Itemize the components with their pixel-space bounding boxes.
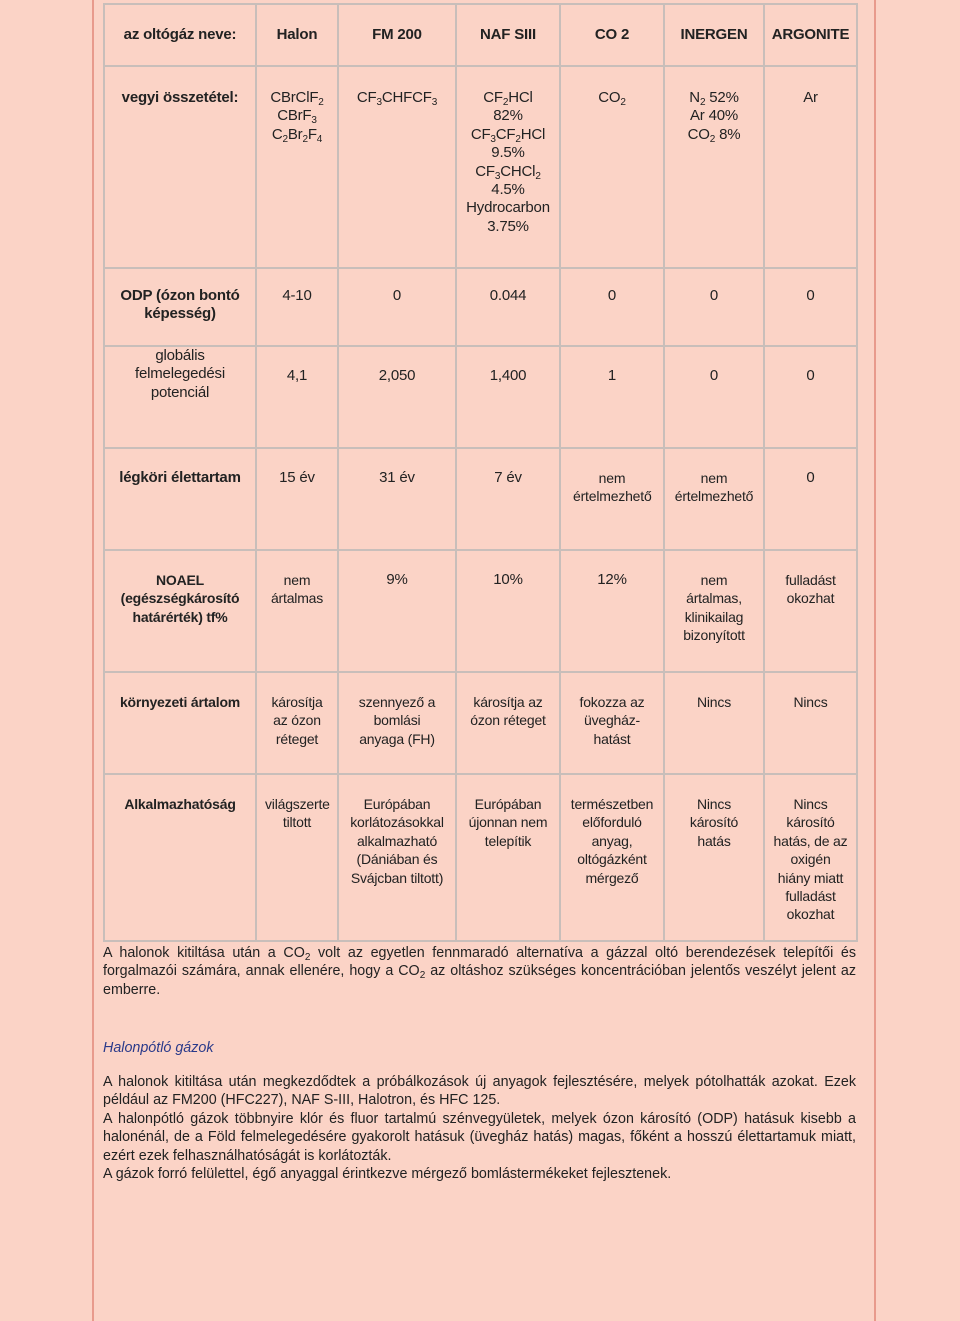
environment-value: szennyező a bomlási anyaga (FH) <box>338 672 456 774</box>
applicability-row <box>104 774 857 941</box>
applicability-value: Nincs károsító hatás, de az oxigén hiány miatt fulladást okozhat <box>764 774 857 941</box>
page-edge-right <box>874 0 876 1321</box>
composition-halon: CBrClF$_2$ CBrF$_3$ $C_2Br_2F_4$ <box>256 66 338 268</box>
odp-value: 4-10 <box>256 268 338 346</box>
environment-value: Nincs <box>764 672 857 774</box>
noael-value: nem ártalmas, klinikailag bizonyított <box>664 550 764 672</box>
applicability-value: Nincs károsító hatás <box>664 774 764 941</box>
noael-value: nem ártalmas <box>256 550 338 672</box>
gwp-value: 0 <box>664 346 764 448</box>
header-argonite: ARGONITE <box>764 4 857 66</box>
lifetime-value: 7 év <box>456 448 560 550</box>
composition-fm200: $CF_3CHFCF_3$ <box>338 66 456 268</box>
header-co2: CO 2 <box>560 4 664 66</box>
composition-co2: $CO_2$ <box>560 66 664 268</box>
page-edge-left <box>92 0 94 1321</box>
odp-value: 0.044 <box>456 268 560 346</box>
environment-label: környezeti ártalom <box>104 672 256 774</box>
lifetime-value: 0 <box>764 448 857 550</box>
header-inergen: INERGEN <box>664 4 764 66</box>
lifetime-value: 31 év <box>338 448 456 550</box>
odp-value: 0 <box>560 268 664 346</box>
composition-naf: $CF_2HCl$ 82% $CF_3CF_2HCl$ 9.5% $CF_3CHCl_2$ 4.5% Hydrocarbon 3.75% <box>456 66 560 268</box>
noael-value: 10% <box>456 550 560 672</box>
header-halon: Halon <box>256 4 338 66</box>
header-fm200: FM 200 <box>338 4 456 66</box>
header-label: az oltógáz neve: <box>104 4 256 66</box>
applicability-value: Európában korlátozásokkal alkalmazható (Dániában és Svájcban tiltott) <box>338 774 456 941</box>
applicability-value: Európában újonnan nem telepítik <box>456 774 560 941</box>
lifetime-value: nem értelmezhető <box>664 448 764 550</box>
environment-value: károsítja az ózon réteget <box>256 672 338 774</box>
section-heading: Halonpótló gázok <box>103 1040 214 1056</box>
environment-row <box>104 672 857 774</box>
odp-value: 0 <box>664 268 764 346</box>
gwp-value: 1,400 <box>456 346 560 448</box>
odp-value: 0 <box>764 268 857 346</box>
noael-row <box>104 550 857 672</box>
gwp-value: 4,1 <box>256 346 338 448</box>
composition-argonite: Ar <box>764 66 857 268</box>
environment-value: fokozza az üvegház-hatást <box>560 672 664 774</box>
gwp-value: 2,050 <box>338 346 456 448</box>
noael-label: NOAEL (egészségkárosító határérték) tf% <box>104 550 256 672</box>
composition-row <box>104 66 857 268</box>
lifetime-value: 15 év <box>256 448 338 550</box>
paragraph-line: A halonpótló gázok többnyire klór és fluor tartalmú szénvegyületek, melyek ózon károsító (ODP) hatásuk kisebb a halonénál, de a Föld felmelegedésére gyakorolt hatásuk (üvegház hatás) magas, főként a hosszú élettartamuk miatt, ezért ezek felhasználhatóságát is korlátozták. <box>103 1110 856 1164</box>
paragraph-line: A gázok forró felülettel, égő anyaggal érintkezve mérgező bomlástermékeket fejlesztenek. <box>103 1166 672 1183</box>
noael-value: fulladást okozhat <box>764 550 857 672</box>
composition-label: vegyi összetétel: <box>104 66 256 268</box>
paragraph-line: A halonok kitiltása után megkezdődtek a próbálkozások új anyagok fejlesztésére, melyek pótolhatták azokat. Ezek például az FM200 (HFC227), NAF S-III, Halotron, és HFC 125. <box>103 1074 856 1109</box>
gwp-value: 0 <box>764 346 857 448</box>
odp-value: 0 <box>338 268 456 346</box>
paragraph-halon-replacements <box>103 1073 856 1183</box>
odp-row <box>104 268 857 346</box>
environment-value: károsítja az ózon réteget <box>456 672 560 774</box>
table-header-row <box>104 4 857 66</box>
applicability-label: Alkalmazhatóság <box>104 774 256 941</box>
gwp-value: 1 <box>560 346 664 448</box>
noael-value: 12% <box>560 550 664 672</box>
odp-label: ODP (ózon bontó képesség) <box>104 268 256 346</box>
lifetime-value: nem értelmezhető <box>560 448 664 550</box>
applicability-value: természetben előforduló anyag, oltógázként mérgező <box>560 774 664 941</box>
lifetime-row <box>104 448 857 550</box>
gwp-label: globális felmelegedési potenciál <box>104 346 256 448</box>
environment-value: Nincs <box>664 672 764 774</box>
gwp-row <box>104 346 857 448</box>
lifetime-label: légköri élettartam <box>104 448 256 550</box>
header-naf: NAF SIII <box>456 4 560 66</box>
applicability-value: világszerte tiltott <box>256 774 338 941</box>
paragraph-halon-ban: A halonok kitiltása után a $CO_2$ volt az egyetlen fennmaradó alternatíva a gázzal oltó berendezések telepítői és forgalmazói számára, annak ellenére, hogy a $CO_2$ az oltáshoz szükséges koncentrációban jelentős veszélyt jelent az emberre. <box>103 945 856 998</box>
noael-value: 9% <box>338 550 456 672</box>
composition-inergen: $N_2$ 52% Ar 40% $CO_2$ 8% <box>664 66 764 268</box>
comparison-table <box>103 3 858 942</box>
